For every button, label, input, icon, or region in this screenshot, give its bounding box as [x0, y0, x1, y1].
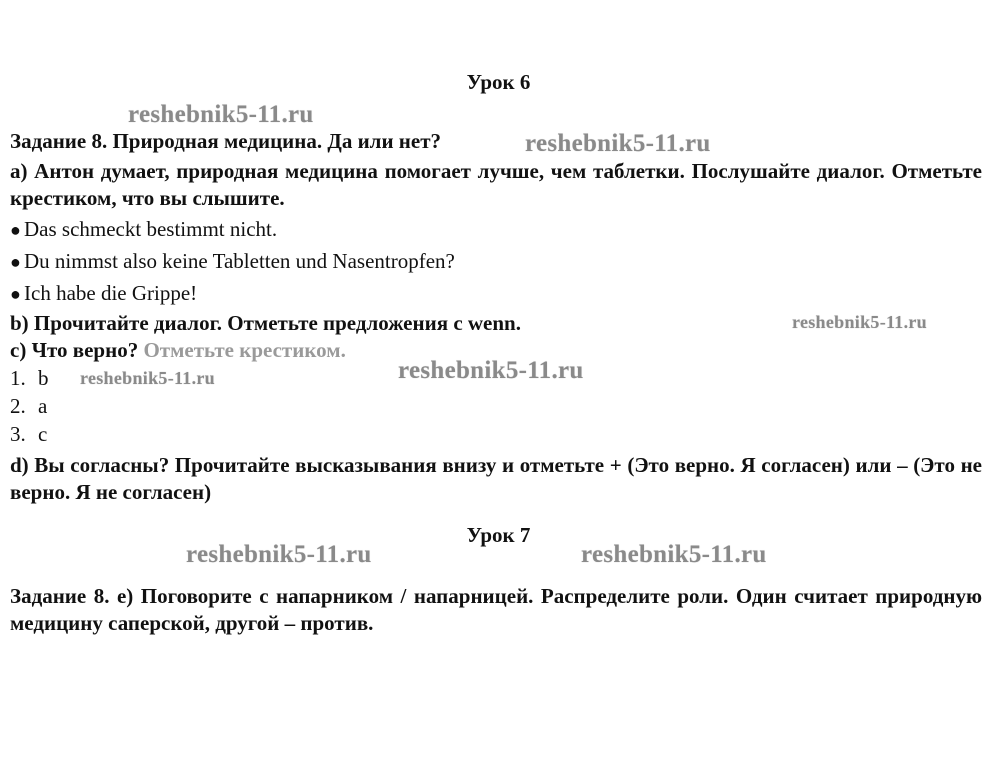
bullet-dot-icon: ●	[10, 284, 21, 304]
bullet-item	[10, 216, 982, 244]
watermark: reshebnik5-11.ru	[398, 357, 584, 384]
bullet-text: Du nimmst also keine Tabletten und Nasentropfen?	[24, 249, 455, 273]
bullet-item	[10, 248, 982, 276]
lesson-6-title: Урок 6	[466, 70, 531, 94]
bullet-text: Das schmeckt bestimmt nicht.	[24, 217, 278, 241]
lesson-7-title: Урок 7	[466, 523, 531, 547]
bullet-dot-icon: ●	[10, 220, 21, 240]
part-c-lead: c) Что верно?	[10, 338, 139, 362]
part-d-text: d) Вы согласны? Прочитайте высказывания внизу и отметьте + (Это верно. Я согласен) или – (Это не верно. Я не согласен)	[10, 453, 982, 504]
bullet-item	[10, 280, 982, 308]
answer-value: a	[38, 394, 48, 418]
bullet-text: Ich habe die Grippe!	[24, 281, 198, 305]
bullet-dot-icon: ●	[10, 252, 21, 272]
answer-value: b	[38, 366, 49, 390]
answer-value: c	[38, 422, 48, 446]
task-8-title: Задание 8. Природная медицина. Да или нет?	[10, 129, 442, 153]
part-a-text: а) Антон думает, природная медицина помогает лучше, чем таблетки. Послушайте диалог. Отметьте крестиком, что вы слышите.	[10, 159, 982, 210]
answer-number: 3.	[10, 422, 26, 446]
answer-row	[10, 393, 982, 420]
watermark: reshebnik5-11.ru	[525, 130, 711, 157]
part-c-rest: Отметьте крестиком.	[143, 338, 346, 362]
watermark: reshebnik5-11.ru	[186, 541, 372, 568]
watermark: reshebnik5-11.ru	[128, 101, 314, 128]
answer-number: 1.	[10, 366, 26, 390]
watermark: reshebnik5-11.ru	[80, 368, 215, 388]
part-b-text: b) Прочитайте диалог. Отметьте предложения с wenn.	[10, 311, 521, 335]
watermark: reshebnik5-11.ru	[581, 541, 767, 568]
lesson-7-task-text: Задание 8. e) Поговорите с напарником / напарницей. Распределите роли. Один считает природную медицину саперской, другой – против.	[10, 584, 982, 635]
answer-row	[10, 421, 982, 448]
watermark: reshebnik5-11.ru	[792, 312, 927, 332]
answer-number: 2.	[10, 394, 26, 418]
